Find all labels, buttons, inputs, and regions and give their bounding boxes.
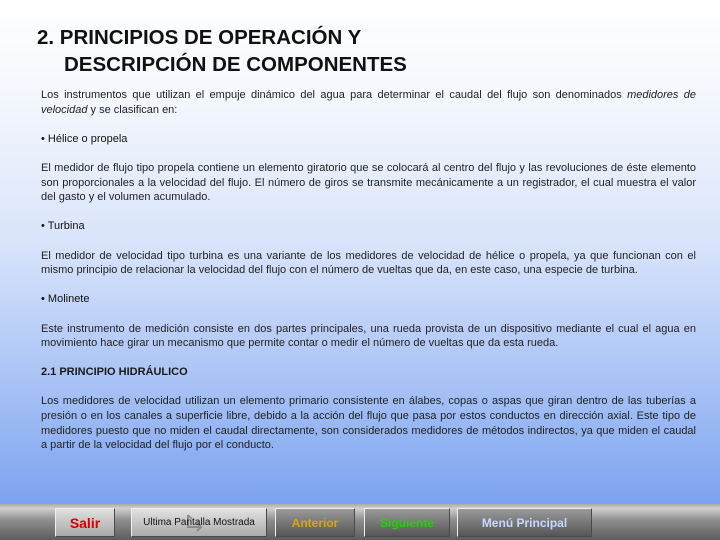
intro-tail: y se clasifican en: [87, 103, 178, 116]
main-menu-button[interactable] [457, 508, 592, 537]
section-heading: 2.1 PRINCIPIO HIDRÁULICO [41, 366, 188, 379]
slide-title-line1: 2. PRINCIPIOS DE OPERACIÓN Y [37, 26, 362, 49]
last-screen-label: Ultima Pantalla Mostrada [143, 517, 255, 528]
turbina-heading: • Turbina [41, 220, 85, 233]
slide-title [37, 24, 697, 78]
navigation-bar [0, 504, 720, 540]
exit-button[interactable] [55, 508, 115, 537]
turbina-paragraph: El medidor de velocidad tipo turbina es una variante de los medidores de velocidad de hélice o propela, ya que funcionan con el mismo principio de relacionar la velocidad del flujo con el número de vueltas que da, en este caso, una especie de turbina. [41, 249, 696, 277]
helice-heading: • Hélice o propela [41, 132, 128, 145]
previous-label: Anterior [291, 515, 339, 530]
exit-label: Salir [69, 514, 101, 531]
helice-paragraph: El medidor de flujo tipo propela contiene un elemento giratorio que se colocará al centro del flujo y las revoluciones de éste elemento son proporcionales a la velocidad del flujo. El número de giros se transmite mecánicamente a un registrador, el cual muestra el valor del gasto y el volumen acumulado. [41, 161, 696, 204]
molinete-paragraph: Este instrumento de medición consiste en dos partes principales, una rueda provista de un dispositivo mediante el cual el agua en movimiento hace girar un mecanismo que permite contar o medir el número de vueltas que da esta rueda. [41, 322, 696, 350]
next-label: Siguiente [379, 515, 434, 530]
section-paragraph: Los medidores de velocidad utilizan un elemento primario consistente en álabes, copas o aspas que giran dentro de las tuberías a presión o en los canales a superficie libre, debido a la acción del flujo que pasa por estos conductos en dirección axial. Este tipo de medidores puesto que no miden el caudal directamente, son considerados medidores de métodos indirectos, ya que miden el caudal a partir de la velocidad del flujo por el conducto. [41, 395, 696, 452]
last-screen-button[interactable] [131, 508, 267, 537]
main-menu-label: Menú Principal [481, 515, 568, 530]
slide-content [41, 88, 696, 453]
slide-title-line2: DESCRIPCIÓN DE COMPONENTES [64, 53, 407, 76]
intro-paragraph [41, 88, 696, 117]
molinete-heading: • Molinete [41, 293, 90, 306]
next-button[interactable] [364, 508, 450, 537]
intro-term: medidores de velocidad [41, 89, 696, 116]
previous-button[interactable] [275, 508, 355, 537]
intro-text: Los instrumentos que utilizan el empuje dinámico del agua para determinar el caudal del flujo son denominados [41, 89, 628, 101]
